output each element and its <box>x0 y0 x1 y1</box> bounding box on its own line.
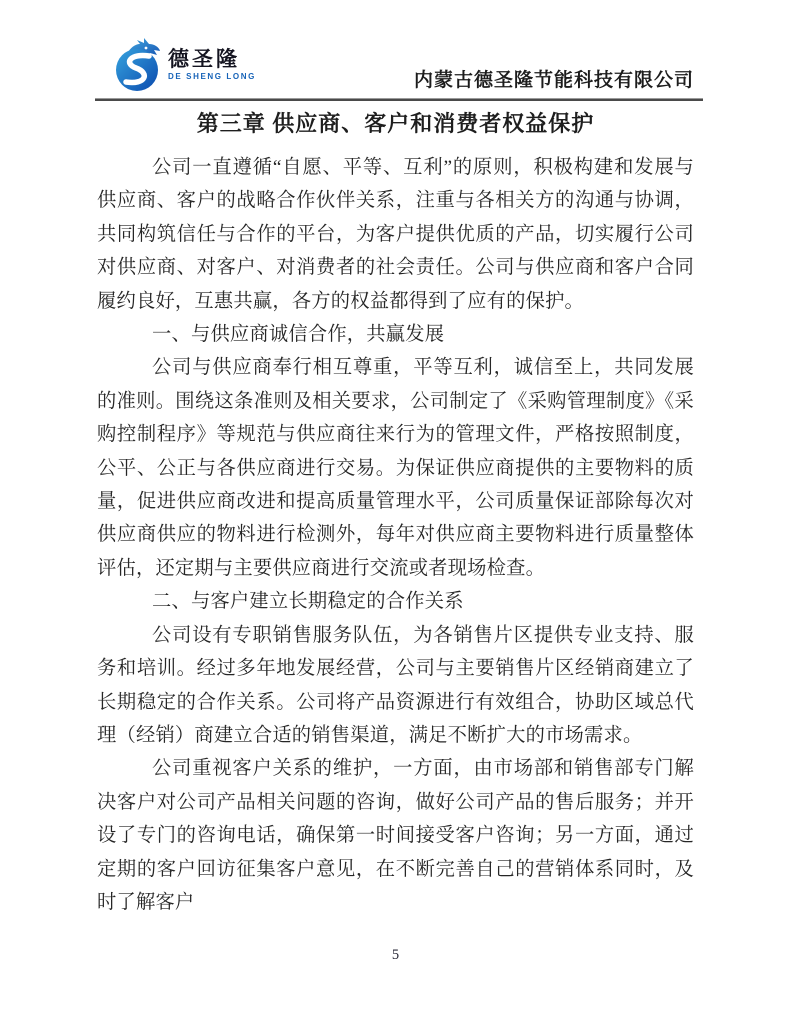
logo-name-en: DE SHENG LONG <box>168 72 256 81</box>
body-paragraph: 公司设有专职销售服务队伍，为各销售片区提供专业支持、服务和培训。经过多年地发展经营，公司与主要销售片区经销商建立了长期稳定的合作关系。公司将产品资源进行有效组合，协助区域总代理（经销）商建立合适的销售渠道，满足不断扩大的市场需求。 <box>97 624 694 746</box>
body-paragraph: 公司重视客户关系的维护，一方面，由市场部和销售部专门解决客户对公司产品相关问题的咨询，做好公司产品的售后服务；并开设了专门的咨询电话，确保第一时间接受客户咨询；另一方面，通过定期的客户回访征集客户意见，在不断完善自己的营销体系同时，及时了解客户 <box>97 758 694 913</box>
company-name: 内蒙古德圣隆节能科技有限公司 <box>413 70 694 91</box>
logo-name-cn: 德圣隆 <box>168 48 240 71</box>
page-number: 5 <box>391 947 400 963</box>
dragon-logo-icon <box>113 36 165 94</box>
document-body <box>0 151 791 919</box>
body-paragraph: 公司一直遵循“自愿、平等、互利”的原则，积极构建和发展与供应商、客户的战略合作伙伴关系，注重与各相关方的沟通与协调，共同构筑信任与合作的平台，为客户提供优质的产品，切实履行公司对供应商、对客户、对消费者的社会责任。公司与供应商和客户合同履约良好，互惠共赢，各方的权益都得到了应有的保护。 <box>97 157 694 312</box>
page-header <box>0 0 791 94</box>
chapter-title: 第三章 供应商、客户和消费者权益保护 <box>196 111 595 136</box>
company-logo <box>113 36 256 94</box>
page-footer <box>0 946 791 964</box>
logo-text-block <box>168 48 256 82</box>
section-heading: 一、与供应商诚信合作，共赢发展 <box>152 324 445 346</box>
section-heading: 二、与客户建立长期稳定的合作关系 <box>152 591 464 613</box>
header-divider <box>95 98 703 101</box>
body-paragraph: 公司与供应商奉行相互尊重，平等互利，诚信至上，共同发展的准则。围绕这条准则及相关要求，公司制定了《采购管理制度》《采购控制程序》等规范与供应商往来行为的管理文件，严格按照制度，公平、公正与各供应商进行交易。为保证供应商提供的主要物料的质量，促进供应商改进和提高质量管理水平，公司质量保证部除每次对供应商供应的物料进行检测外，每年对供应商主要物料进行质量整体评估，还定期与主要供应商进行交流或者现场检查。 <box>97 357 694 579</box>
